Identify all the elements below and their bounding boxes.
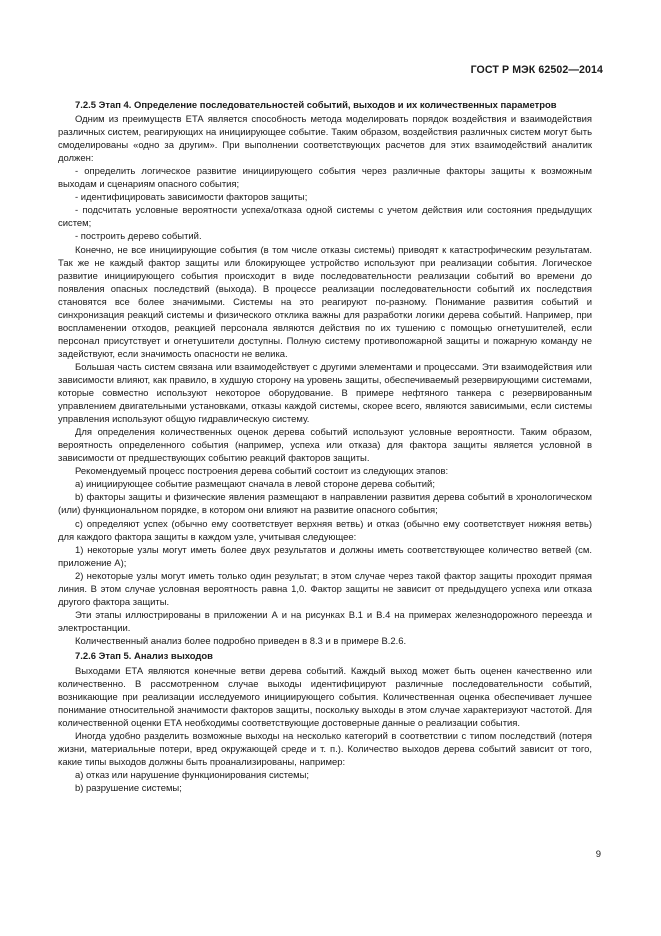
paragraph: Конечно, не все инициирующие события (в том числе отказы системы) приводят к катастрофическим результатам. Так же не каждый фактор защиты или блокирующее устройство используют при реализации события. Логическое развитие инициирующего события происходит в виде последовательности реализации событий во времени до появления опасных последствий (выхода). В процессе реализации последовательности событий их последствия становятся все более значимыми. Системы на это реагируют по-разному. Понимание развития событий и синхронизация реакций системы и физического отклика важны для разработки логики дерева событий. Например, при воспламенении отходов, реакцией персонала являются действия по их тушению с помощью огнетушителей, если персонал присутствует и огнетушители доступны. Полную систему противопожарной защиты и пожарную команду не задействуют, если значимость опасности не велика.: [58, 244, 592, 360]
list-item: - идентифицировать зависимости факторов защиты;: [75, 192, 308, 204]
paragraph: Для определения количественных оценок дерева событий используют условные вероятности. Таким образом, вероятность определенного события (например, успеха или отказа) для фактора защиты является условной в зависимости от предшествующих событию реакций факторов защиты.: [58, 427, 592, 465]
paragraph: Эти этапы иллюстрированы в приложении А и на рисунках В.1 и В.4 на примерах железнодорожного переезда и электростанции.: [58, 609, 592, 634]
list-item: b) разрушение системы;: [75, 783, 182, 795]
section-heading-7-2-5: 7.2.5 Этап 4. Определение последовательностей событий, выходов и их количественных параметров: [75, 100, 557, 111]
paragraph: Иногда удобно разделить возможные выходы на несколько категорий в соответствии с типом последствий (потеря жизни, материальные потери, вред окружающей среде и т. п.). Количество выходов дерева событий зависит от того, какие типы выходов должны быть проанализированы, например:: [58, 731, 592, 769]
list-item: 2) некоторые узлы могут иметь только один результат; в этом случае через такой фактор защиты проходит прямая линия. В этом случае условная вероятность равна 1,0. Фактор защиты не зависит от предыдущего успеха или отказа другого фактора защиты.: [58, 570, 592, 608]
list-item: - определить логическое развитие инициирующего события через различные факторы защиты к возможным выходам и сценариям опасного события;: [58, 166, 592, 191]
paragraph: Большая часть систем связана или взаимодействует с другими элементами и процессами. Эти взаимодействия или зависимости влияют, как правило, в худшую сторону на уровень защиты, обеспечиваемый резервирующими системами, которые совместно используют некоторое оборудование. В примере нефтяного танкера с резервированным управлением двигательными установками, отказы каждой системы, скорее всего, являются зависимыми, если системы управления используют общую гидравлическую систему.: [58, 361, 592, 426]
list-item: 1) некоторые узлы могут иметь более двух результатов и должны иметь соответствующее количество ветвей (см. приложение А);: [58, 544, 592, 569]
paragraph: Количественный анализ более подробно приведен в 8.3 и в примере В.2.6.: [75, 635, 407, 647]
list-item: a) отказ или нарушение функционирования системы;: [75, 770, 310, 782]
document-body: [58, 98, 592, 795]
paragraph: Одним из преимуществ ЕТА является способность метода моделировать порядок воздействия и взаимодействия различных систем, реагирующих на инициирующее событие. Таким образом, воздействия различных систем могут быть смоделированы «одно за другим». При выполнении соответствующих расчетов для этих взаимодействий аналитик должен:: [58, 114, 592, 165]
list-item: c) определяют успех (обычно ему соответствует верхняя ветвь) и отказ (обычно ему соответствует нижняя ветвь) для каждого фактора защиты в каждом узле, учитывая следующее:: [58, 518, 592, 543]
page-number: 9: [595, 849, 601, 860]
list-item: b) факторы защиты и физические явления размещают в направлении развития дерева событий в хронологическом (или) функциональном порядке, в котором они влияют на развитие опасного события;: [58, 492, 592, 517]
paragraph: Рекомендуемый процесс построения дерева событий состоит из следующих этапов:: [75, 466, 449, 478]
standard-header: ГОСТ Р МЭК 62502—2014: [470, 64, 603, 76]
list-item: - подсчитать условные вероятности успеха/отказа одной системы с учетом действия или состояния предыдущих систем;: [58, 205, 592, 230]
list-item: - построить дерево событий.: [75, 231, 202, 243]
list-item: a) инициирующее событие размещают сначала в левой стороне дерева событий;: [75, 479, 435, 491]
section-heading-7-2-6: 7.2.6 Этап 5. Анализ выходов: [75, 650, 213, 662]
paragraph: Выходами ЕТА являются конечные ветви дерева событий. Каждый выход может быть оценен качественно или количественно. В рассмотренном случае выходы идентифицируют различные последовательности событий, возникающие при реализации исследуемого инициирующего события. Количественная оценка обеспечивает лучшее понимание относительной значимости факторов защиты, поскольку выходы в этом случае характеризуют частотой. Для количественной оценки ЕТА необходимы соответствующие достоверные данные о реализации события.: [58, 666, 592, 730]
